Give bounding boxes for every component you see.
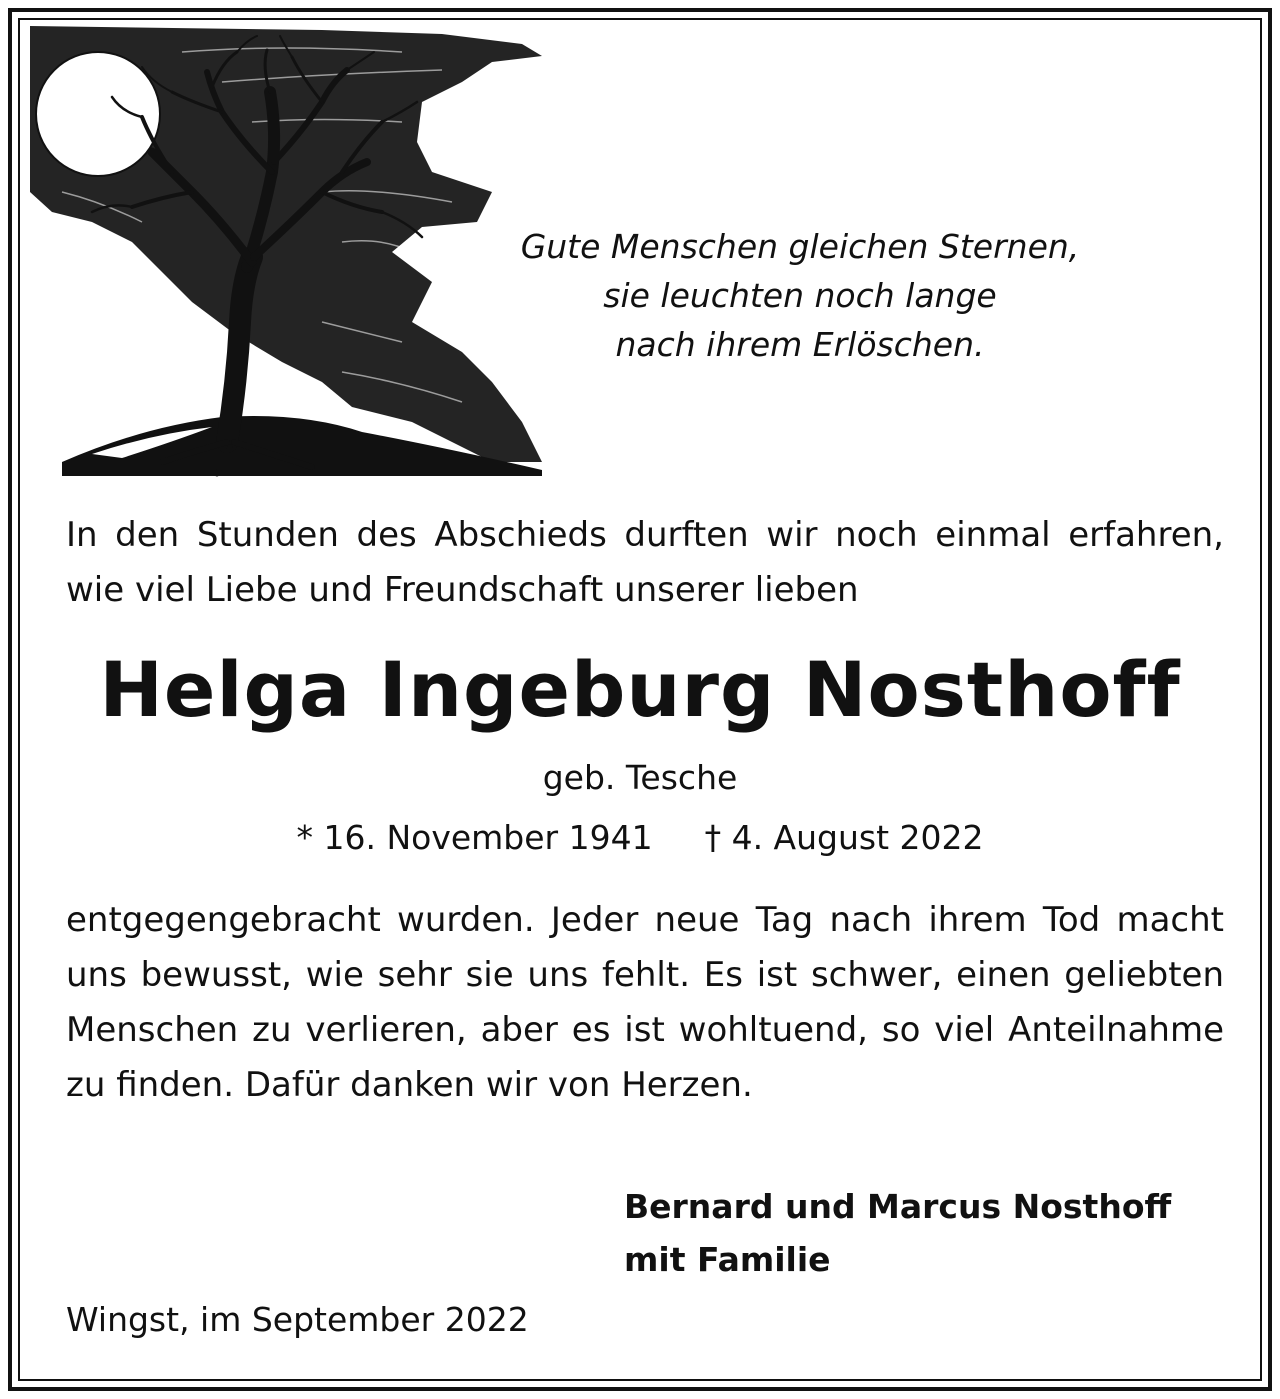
deceased-name: Helga Ingeburg Nosthoff: [99, 645, 1181, 734]
quote-line-3: nach ihrem Erlöschen.: [615, 325, 985, 364]
life-dates: [0, 814, 1280, 862]
signature-block: [624, 1180, 1171, 1286]
quote-line-2: sie leuchten noch lange: [603, 276, 997, 315]
memorial-quote: [480, 222, 1120, 369]
thanks-paragraph: entgegengebracht wurden. Jeder neue Tag nach ihrem Tod macht uns bewusst, wie sehr sie uns fehlt. Es ist schwer, einen geliebten Menschen zu verlieren, aber es ist wohltuend, so viel Anteilnahme zu finden. Dafür danken wir von Herzen.: [66, 900, 1224, 1105]
death-date: † 4. August 2022: [704, 818, 984, 857]
moon-tree-illustration: [22, 22, 550, 480]
quote-line-1: Gute Menschen gleichen Sternen,: [520, 227, 1080, 266]
signature-names: Bernard und Marcus Nosthoff: [624, 1187, 1172, 1226]
place-and-date: Wingst, im September 2022: [66, 1300, 529, 1339]
moon: [36, 52, 160, 176]
intro-paragraph: In den Stunden des Abschieds durften wir noch einmal erfahren, wie viel Liebe und Freundschaft unserer lieben: [66, 515, 1224, 610]
birth-date: * 16. November 1941: [296, 818, 653, 857]
maiden-name: geb. Tesche: [542, 758, 738, 797]
signature-family: mit Familie: [624, 1240, 831, 1279]
